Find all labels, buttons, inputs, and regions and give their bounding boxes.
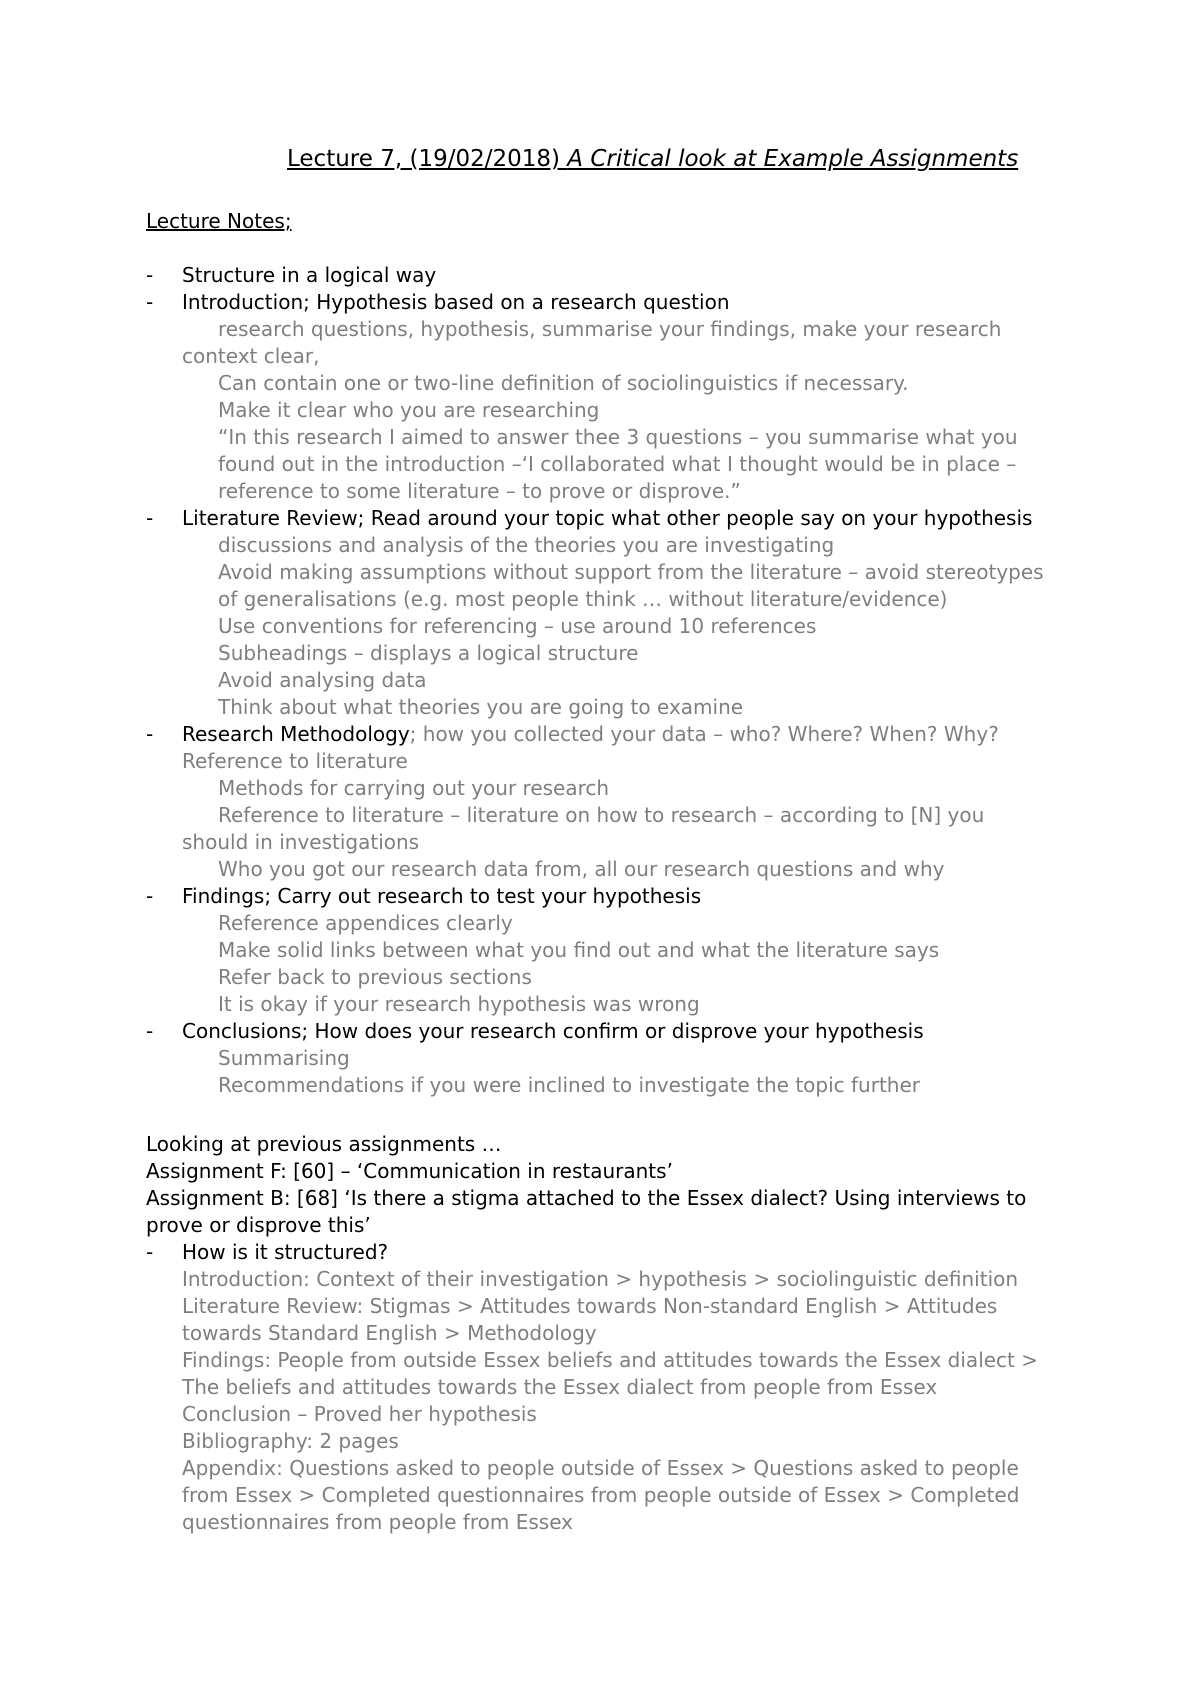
note-sub-line: found out in the introduction –‘I collaborated what I thought would be in place – xyxy=(218,452,1017,476)
note-sub-line: Think about what theories you are going to examine xyxy=(218,695,744,719)
structure-line: from Essex > Completed questionnaires from people outside of Essex > Completed xyxy=(182,1483,1020,1507)
note-heading: Research Methodology xyxy=(182,722,410,746)
note-sub-line: “In this research I aimed to answer thee 3 questions – you summarise what you xyxy=(218,425,1018,449)
note-sub-line: Make solid links between what you find out and what the literature says xyxy=(218,938,940,962)
note-sub-line: Subheadings – displays a logical structure xyxy=(218,641,639,665)
note-heading-line xyxy=(182,721,1066,748)
note-heading: Introduction; Hypothesis based on a research question xyxy=(182,290,730,314)
assignment-b-line: Assignment B: [68] ‘Is there a stigma attached to the Essex dialect? Using interviews to xyxy=(146,1186,1027,1210)
note-sub-line: of generalisations (e.g. most people think … without literature/evidence) xyxy=(218,587,948,611)
assignment-f-line: Assignment F: [60] – ‘Communication in restaurants’ xyxy=(146,1159,673,1183)
note-item-conclusions xyxy=(146,1018,1066,1099)
note-sub-line: research questions, hypothesis, summarise your findings, make your research xyxy=(218,317,1002,341)
bullet-dash: - xyxy=(146,290,154,314)
bullet-dash: - xyxy=(146,263,154,287)
structure-line: Appendix: Questions asked to people outside of Essex > Questions asked to people xyxy=(182,1456,1019,1480)
structure-line: Findings: People from outside Essex beliefs and attitudes towards the Essex dialect > xyxy=(182,1348,1039,1372)
note-sub-line: Make it clear who you are researching xyxy=(218,398,600,422)
bullet-dash: - xyxy=(146,722,154,746)
note-sub-line: Reference to literature xyxy=(182,749,408,773)
structure-item xyxy=(146,1239,1076,1266)
note-item-findings xyxy=(146,883,1066,1018)
structure-list xyxy=(146,1266,1076,1536)
note-sub-line: Recommendations if you were inclined to investigate the topic further xyxy=(218,1073,920,1097)
title-plain: Lecture 7, (19/02/2018) xyxy=(287,146,568,172)
note-sub-line: Avoid making assumptions without support from the literature – avoid stereotypes xyxy=(218,560,1044,584)
page-title xyxy=(287,144,1018,174)
note-sub-line: Summarising xyxy=(218,1046,350,1070)
bullet-dash: - xyxy=(146,506,154,530)
note-heading: Conclusions; How does your research confirm or disprove your hypothesis xyxy=(182,1019,924,1043)
structure-line: Introduction: Context of their investigation > hypothesis > sociolinguistic definition xyxy=(182,1267,1019,1291)
previous-assignments-intro: Looking at previous assignments … xyxy=(146,1132,502,1156)
note-sub-line: reference to some literature – to prove or disprove.” xyxy=(218,479,741,503)
structure-line: Conclusion – Proved her hypothesis xyxy=(182,1402,537,1426)
note-sub-line: Methods for carrying out your research xyxy=(218,776,610,800)
structure-line: Literature Review: Stigmas > Attitudes towards Non-standard English > Attitudes xyxy=(182,1294,998,1318)
note-sub-line: Reference to literature – literature on how to research – according to [N] you xyxy=(218,803,985,827)
note-sub-line: context clear, xyxy=(182,344,320,368)
bullet-dash: - xyxy=(146,884,154,908)
note-item-research-methodology xyxy=(146,721,1066,883)
previous-assignments-section xyxy=(146,1131,1076,1536)
note-sub-line: should in investigations xyxy=(182,830,420,854)
note-item-structure xyxy=(146,262,1066,289)
note-sub-line: Who you got our research data from, all our research questions and why xyxy=(218,857,945,881)
bullet-dash: - xyxy=(146,1240,154,1264)
lecture-notes-list xyxy=(146,262,1066,1099)
note-item-introduction xyxy=(146,289,1066,505)
assignment-b-line-cont: prove or disprove this’ xyxy=(146,1213,371,1237)
title-italic: A Critical look at Example Assignments xyxy=(567,146,1019,172)
structure-line: Bibliography: 2 pages xyxy=(182,1429,399,1453)
note-sub-line: It is okay if your research hypothesis was wrong xyxy=(218,992,700,1016)
note-sub-line: Reference appendices clearly xyxy=(218,911,513,935)
structure-line: towards Standard English > Methodology xyxy=(182,1321,597,1345)
note-item-literature-review xyxy=(146,505,1066,721)
note-sub-line: Avoid analysing data xyxy=(218,668,427,692)
bullet-dash: - xyxy=(146,1019,154,1043)
note-heading-rest: ; how you collected your data – who? Where? When? Why? xyxy=(409,722,999,746)
note-heading: Structure in a logical way xyxy=(182,263,437,287)
lecture-notes-label: Lecture Notes; xyxy=(146,209,292,233)
note-sub-line: Can contain one or two-line definition of sociolinguistics if necessary. xyxy=(218,371,909,395)
note-heading: Findings; Carry out research to test your hypothesis xyxy=(182,884,702,908)
note-sub-line: discussions and analysis of the theories you are investigating xyxy=(218,533,835,557)
structure-line: questionnaires from people from Essex xyxy=(182,1510,573,1534)
structure-line: The beliefs and attitudes towards the Essex dialect from people from Essex xyxy=(182,1375,938,1399)
note-heading: Literature Review; Read around your topic what other people say on your hypothesis xyxy=(182,506,1033,530)
note-sub-line: Refer back to previous sections xyxy=(218,965,532,989)
note-sub-line: Use conventions for referencing – use around 10 references xyxy=(218,614,817,638)
structure-heading: How is it structured? xyxy=(182,1240,389,1264)
